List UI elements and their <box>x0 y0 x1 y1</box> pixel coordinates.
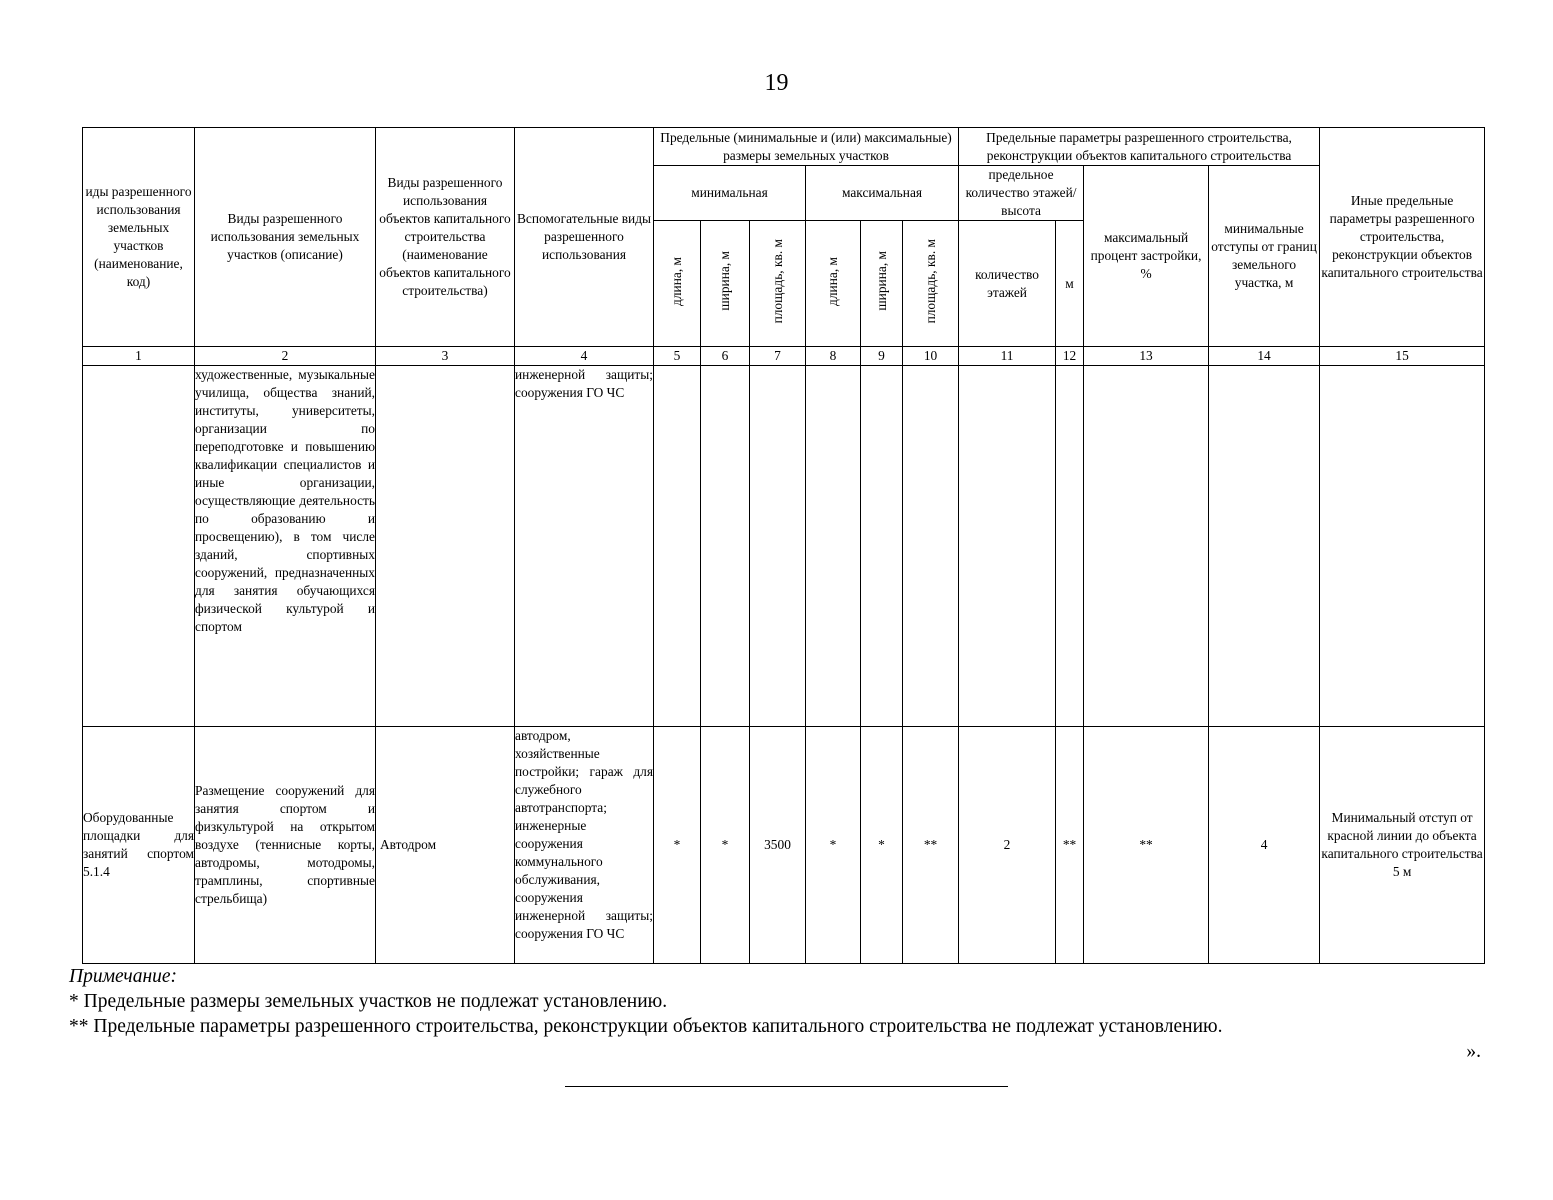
column-number: 8 <box>806 347 861 366</box>
column-number: 3 <box>376 347 515 366</box>
cell-use-name: Оборудованные площадки для занятий спортом 5.1.4 <box>83 727 195 964</box>
cell-other-params <box>1320 366 1485 727</box>
cell-min-area <box>750 366 806 727</box>
column-number: 10 <box>903 347 959 366</box>
column-number: 1 <box>83 347 195 366</box>
cell-min-length <box>654 366 701 727</box>
cell-use-description: художественные, музыкальные училища, общества знаний, институты, университеты, организации по переподготовке и повышению квалификации специалистов и иные организации, осуществляющие деятельность по образованию и просвещению), в том числе зданий, спортивных сооружений, предназначенных для занятия обучающихся физической культурой и спортом <box>195 366 376 727</box>
cell-setbacks: 4 <box>1209 727 1320 964</box>
header-col2: Виды разрешенного использования земельных участков (описание) <box>195 128 376 347</box>
cell-max-area <box>903 366 959 727</box>
cell-height: ** <box>1056 727 1084 964</box>
header-min-width: ширина, м <box>701 221 750 347</box>
cell-min-area: 3500 <box>750 727 806 964</box>
header-plot-size-group: Предельные (минимальные и (или) максимальные) размеры земельных участков <box>654 128 959 166</box>
cell-floors <box>959 366 1056 727</box>
column-number: 13 <box>1084 347 1209 366</box>
column-numbers-row <box>83 347 1485 366</box>
column-number: 14 <box>1209 347 1320 366</box>
header-floors-height: предельное количество этажей/высота <box>959 166 1084 221</box>
column-number: 6 <box>701 347 750 366</box>
cell-capital-objects: Автодром <box>376 727 515 964</box>
cell-max-width <box>861 366 903 727</box>
table-row <box>83 366 1485 727</box>
header-col3: Виды разрешенного использования объектов капитального строительства (наименование объектов капитального строительства) <box>376 128 515 347</box>
cell-use-description: Размещение сооружений для занятия спортом и физкультурой на открытом воздухе (теннисные корты, автодромы, мотодромы, трамплины, спортивные стрельбища) <box>195 727 376 964</box>
header-col15: Иные предельные параметры разрешенного строительства, реконструкции объектов капитального строительства <box>1320 128 1485 347</box>
column-number: 4 <box>515 347 654 366</box>
header-max-length: длина, м <box>806 221 861 347</box>
cell-max-length <box>806 366 861 727</box>
cell-min-width <box>701 366 750 727</box>
column-number: 7 <box>750 347 806 366</box>
header-min-setbacks: минимальные отступы от границ земельного участка, м <box>1209 166 1320 347</box>
closing-quote: ». <box>1466 1041 1481 1062</box>
cell-min-length: * <box>654 727 701 964</box>
header-max-width: ширина, м <box>861 221 903 347</box>
header-col4: Вспомогательные виды разрешенного использования <box>515 128 654 347</box>
column-number: 2 <box>195 347 376 366</box>
cell-capital-objects <box>376 366 515 727</box>
header-maximum: максимальная <box>806 166 959 221</box>
cell-max-area: ** <box>903 727 959 964</box>
column-number: 9 <box>861 347 903 366</box>
table-row <box>83 727 1485 964</box>
cell-min-width: * <box>701 727 750 964</box>
column-number: 5 <box>654 347 701 366</box>
header-min-area: площадь, кв. м <box>750 221 806 347</box>
cell-floors: 2 <box>959 727 1056 964</box>
header-height-m: м <box>1056 221 1084 347</box>
column-number: 15 <box>1320 347 1485 366</box>
header-minimum: минимальная <box>654 166 806 221</box>
cell-setbacks <box>1209 366 1320 727</box>
zoning-parameters-table <box>82 127 1485 964</box>
header-row-1 <box>83 128 1485 166</box>
header-max-percent: максимальный процент застройки, % <box>1084 166 1209 347</box>
cell-auxiliary-uses: автодром, хозяйственные постройки; гараж для служебного автотранспорта; инженерные сооружения коммунального обслуживания, сооружения инженерной защиты; сооружения ГО ЧС <box>515 727 654 964</box>
cell-auxiliary-uses: инженерной защиты; сооружения ГО ЧС <box>515 366 654 727</box>
column-number: 12 <box>1056 347 1084 366</box>
cell-use-name <box>83 366 195 727</box>
header-col1: иды разрешенного использования земельных участков (наименование, код) <box>83 128 195 347</box>
header-build-params-group: Предельные параметры разрешенного строительства, реконструкции объектов капитального строительства <box>959 128 1320 166</box>
header-floors-count: количество этажей <box>959 221 1056 347</box>
page-number: 19 <box>764 70 789 96</box>
cell-max-percent: ** <box>1084 727 1209 964</box>
cell-max-width: * <box>861 727 903 964</box>
notes-title: Примечание: <box>69 966 178 987</box>
cell-max-length: * <box>806 727 861 964</box>
note-plot-sizes: * Предельные размеры земельных участков не подлежат установлению. <box>69 991 668 1012</box>
note-build-params: ** Предельные параметры разрешенного строительства, реконструкции объектов капитального строительства не подлежат установлению. <box>69 1016 1223 1037</box>
header-min-length: длина, м <box>654 221 701 347</box>
footer-separator-line <box>565 1086 1008 1087</box>
cell-other-params: Минимальный отступ от красной линии до объекта капитального строительства 5 м <box>1320 727 1485 964</box>
header-max-area: площадь, кв. м <box>903 221 959 347</box>
column-number: 11 <box>959 347 1056 366</box>
cell-max-percent <box>1084 366 1209 727</box>
cell-height <box>1056 366 1084 727</box>
